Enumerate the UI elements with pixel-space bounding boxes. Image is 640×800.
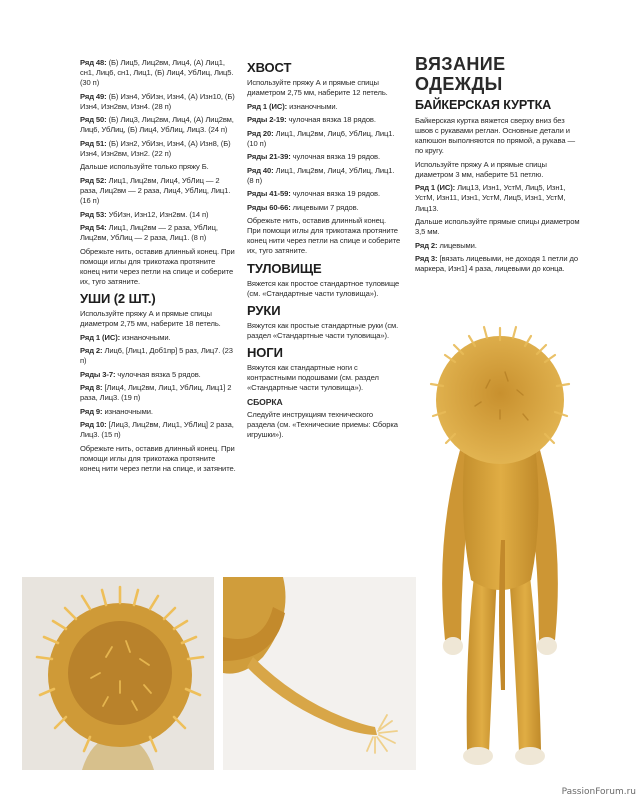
pattern-row: Ряд 2: Лиц6, [Лиц1, Доб1пр] 5 раз, Лиц7. (23 п) (80, 346, 233, 366)
section-title-jacket: БАЙКЕРСКАЯ КУРТКА (415, 98, 552, 112)
pattern-row: Ряд 20: Лиц1, Лиц2вм, Лиц6, УбЛиц, Лиц1. (10 п) (247, 128, 395, 148)
legs-text: Вяжутся как стандартные ноги с контрастными подошвами (см. раздел «Стандартные части туловища»). (247, 362, 379, 393)
lion-standing-photo (405, 310, 590, 776)
chapter-title-line-2: ОДЕЖДЫ (415, 74, 503, 94)
rows-block-2 (80, 176, 236, 243)
pattern-row: Ряды 60-66: лицевыми 7 рядов. (247, 202, 359, 212)
ears-intro: Используйте пряжу А и прямые спицы диаметром 2,75 мм, наберите 18 петель. (80, 309, 221, 329)
column-1 (80, 58, 236, 477)
pattern-row: Ряд 1 (ИС): изнаночными. (80, 332, 171, 342)
pattern-row: Ряд 3: [вязать лицевыми, не доходя 1 петли до маркера, Изн1] 4 раза, лицевыми до конца. (415, 254, 578, 274)
pattern-row: Ряды 3-7: чулочная вязка 5 рядов. (80, 369, 201, 379)
section-title-assembly: СБОРКА (247, 397, 283, 408)
lion-tail-illustration (223, 577, 416, 770)
pattern-row: Ряд 49: (Б) Изн4, УбИзн, Изн4, (А) Изн10, (Б) Изн4, Изн2вм, Изн4. (28 п) (80, 91, 235, 111)
pattern-row: Ряд 1 (ИС): Лиц13, Изн1, УстМ, Лиц5, Изн1, УстМ, Изн11, Изн1, УстМ, Лиц5, Изн1, УстМ, Лиц13. (415, 183, 566, 213)
section-title-torso: ТУЛОВИЩЕ (247, 260, 322, 276)
pattern-row: Ряд 1 (ИС): изнаночными. (247, 101, 338, 111)
lion-mane-photo (22, 577, 214, 770)
assembly-text: Следуйте инструкциям технического раздела (см. «Технические приемы: Сборка игрушки»). (247, 410, 398, 440)
ears-finish-note: Обрежьте нить, оставив длинный конец. При помощи иглы для трикотажа протяните конец нити через петли на спице, и затяните. (80, 443, 236, 473)
finish-note: Обрежьте нить, оставив длинный конец. При помощи иглы для трикотажа протяните конец нити через петли на спице и соберите их, туго затяните. (80, 246, 235, 286)
pattern-row: Ряд 8: [Лиц4, Лиц2вм, Лиц1, УбЛиц, Лиц1] 2 раза, Лиц3. (19 п) (80, 383, 232, 403)
pattern-row: Ряд 2: лицевыми. (415, 240, 477, 250)
pattern-row: Ряд 53: УбИзн, Изн12, Изн2вм. (14 п) (80, 209, 209, 219)
column-3 (415, 54, 583, 278)
jacket-intro: Байкерская куртка вяжется сверху вниз без швов с рукавами реглан. Основные детали и капюшон выполняются по прямой, а рукава — по кругу. (415, 116, 575, 156)
section-title-tail: ХВОСТ (247, 60, 292, 75)
rows-block-1 (80, 58, 236, 159)
pattern-row: Ряд 40: Лиц1, Лиц2вм, Лиц4, УбЛиц, Лиц1. (8 п) (247, 165, 395, 185)
tail-intro: Используйте пряжу А и прямые спицы диаметром 2,75 мм, наберите 12 петель. (247, 78, 388, 98)
section-title-ears: УШИ (2 ШТ.) (80, 291, 156, 306)
yarn-note: Дальше используйте только пряжу Б. (80, 162, 209, 172)
pattern-row: Ряд 51: (Б) Изн2, УбИзн, Изн4, (А) Изн8, (Б) Изн4, Изн2вм, Изн2. (22 п) (80, 138, 231, 158)
chapter-title-line-1: ВЯЗАНИЕ (415, 54, 506, 74)
section-title-arms: РУКИ (247, 302, 281, 318)
watermark: PassionForum.ru (561, 787, 636, 797)
arms-text: Вяжутся как простые стандартные руки (см. раздел «Стандартные части туловища»). (247, 320, 399, 340)
pattern-row: Ряд 48: (Б) Лиц5, Лиц2вм, Лиц4, (А) Лиц1, сн1, Лиц6, сн1, Лиц1, (Б) Лиц4, УбЛиц, Лиц5. (30 п) (80, 58, 234, 88)
pattern-row: Ряд 50: (Б) Лиц3, Лиц2вм, Лиц4, (А) Лиц2вм, Лиц6, УбЛиц, (Б) Лиц4, УбЛиц, Лиц3. (24 п) (80, 115, 234, 135)
tail-finish-note: Обрежьте нить, оставив длинный конец. При помощи иглы для трикотажа протяните конец нити через петли на спице и соберите их, туго затяните. (247, 216, 401, 256)
jacket-yarn: Используйте пряжу А и прямые спицы диаметром 3 мм, наберите 51 петлю. (415, 159, 547, 179)
pattern-row: Ряд 10: [Лиц3, Лиц2вм, Лиц1, УбЛиц] 2 раза, Лиц3. (15 п) (80, 420, 234, 440)
pattern-row: Ряды 21-39: чулочная вязка 19 рядов. (247, 152, 381, 162)
jacket-next-note: Дальше используйте прямые спицы диаметром 3,5 мм. (415, 217, 580, 237)
pattern-row: Ряд 54: Лиц1, Лиц2вм — 2 раза, УбЛиц, Лиц2вм, УбЛиц — 2 раза, Лиц1. (8 п) (80, 223, 218, 243)
pattern-row: Ряд 52: Лиц1, Лиц2вм, Лиц4, УбЛиц — 2 раза, Лиц2вм — 2 раза, Лиц4, УбЛиц, Лиц1. (16 п) (80, 175, 231, 206)
lion-standing-illustration (405, 310, 590, 776)
pattern-row: Ряд 9: изнаночными. (80, 406, 153, 416)
lion-mane-illustration (22, 577, 214, 770)
pattern-row: Ряды 2-19: чулочная вязка 18 рядов. (247, 115, 376, 125)
torso-text: Вяжется как простое стандартное туловище (см. «Стандартные части туловища»). (247, 278, 400, 298)
section-title-legs: НОГИ (247, 344, 283, 360)
pattern-row: Ряды 41-59: чулочная вязка 19 рядов. (247, 189, 381, 199)
column-2 (247, 60, 401, 444)
lion-tail-photo (223, 577, 416, 770)
